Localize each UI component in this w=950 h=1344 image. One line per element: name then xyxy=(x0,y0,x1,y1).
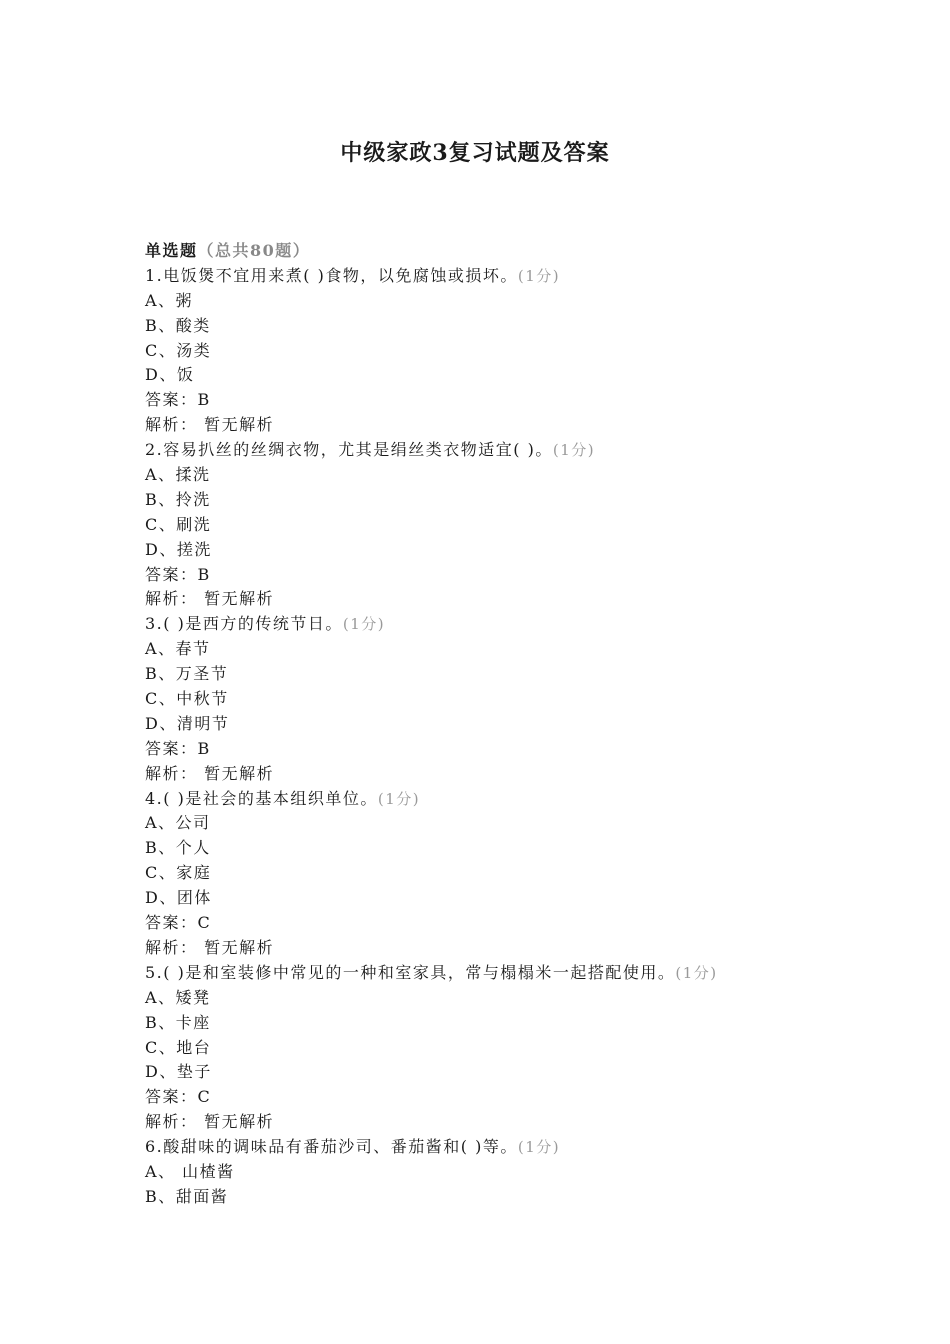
question-block xyxy=(145,612,865,786)
option-c: C、地台 xyxy=(145,1037,212,1057)
option-a: A、 山楂酱 xyxy=(145,1161,235,1181)
option-d: D、清明节 xyxy=(145,713,230,733)
question-stem-line xyxy=(145,438,865,463)
option-b: B、拎洗 xyxy=(145,489,211,509)
option-d: D、垫子 xyxy=(145,1062,212,1082)
question-score: (1分) xyxy=(517,266,561,285)
question-score: (1分) xyxy=(552,441,596,460)
option-c: C、刷洗 xyxy=(145,514,212,534)
option-d: D、团体 xyxy=(145,888,212,908)
option-a: A、揉洗 xyxy=(145,465,211,485)
section-heading: 单选题 xyxy=(145,241,198,260)
analysis-line: 解析： 暂无解析 xyxy=(145,763,275,783)
question-stem: 4.( )是社会的基本组织单位。 xyxy=(145,788,378,808)
question-stem: 5.( )是和室装修中常见的一种和室家具，常与榻榻米一起搭配使用。 xyxy=(145,962,676,982)
question-score: (1分) xyxy=(377,789,421,808)
question-score: (1分) xyxy=(675,963,718,982)
document-content xyxy=(145,239,865,1210)
question-stem-line xyxy=(145,1135,865,1160)
question-stem-line xyxy=(145,612,865,637)
option-c: C、家庭 xyxy=(145,863,212,883)
answer-line: 答案：C xyxy=(145,1087,212,1107)
question-stem: 1.电饭煲不宜用来煮( )食物，以免腐蚀或损坏。 xyxy=(145,265,518,285)
section-count-note: （总共80题） xyxy=(197,241,311,260)
section-header xyxy=(145,239,865,264)
question-block xyxy=(145,787,865,961)
option-b: B、甜面酱 xyxy=(145,1186,229,1206)
option-d: D、饭 xyxy=(145,365,195,385)
question-score: (1分) xyxy=(517,1138,561,1157)
analysis-line: 解析： 暂无解析 xyxy=(145,1112,275,1132)
option-b: B、卡座 xyxy=(145,1012,211,1032)
analysis-line: 解析： 暂无解析 xyxy=(145,589,275,609)
option-b: B、酸类 xyxy=(145,315,211,335)
answer-line: 答案：B xyxy=(145,738,211,758)
document-title: 中级家政3复习试题及答案 xyxy=(340,140,610,166)
answer-line: 答案：B xyxy=(145,390,211,410)
question-stem: 3.( )是西方的传统节日。 xyxy=(145,614,343,634)
question-stem: 6.酸甜味的调味品有番茄沙司、番茄酱和( )等。 xyxy=(145,1137,518,1157)
answer-line: 答案：B xyxy=(145,564,211,584)
option-d: D、搓洗 xyxy=(145,539,212,559)
analysis-line: 解析： 暂无解析 xyxy=(145,415,275,435)
question-stem-line xyxy=(145,264,865,289)
question-block xyxy=(145,1135,865,1210)
question-block xyxy=(145,264,865,438)
question-stem-line xyxy=(145,787,865,812)
option-a: A、春节 xyxy=(145,639,211,659)
answer-line: 答案：C xyxy=(145,913,212,933)
option-a: A、公司 xyxy=(145,813,211,833)
question-stem-line xyxy=(145,961,865,986)
question-stem: 2.容易扒丝的丝绸衣物，尤其是绢丝类衣物适宜( )。 xyxy=(145,440,553,460)
option-b: B、个人 xyxy=(145,838,211,858)
option-a: A、粥 xyxy=(145,290,194,310)
question-score: (1分) xyxy=(342,615,386,634)
option-c: C、中秋节 xyxy=(145,689,229,709)
option-b: B、万圣节 xyxy=(145,664,229,684)
analysis-line: 解析： 暂无解析 xyxy=(145,937,275,957)
option-a: A、矮凳 xyxy=(145,987,211,1007)
question-block xyxy=(145,438,865,612)
question-block xyxy=(145,961,865,1135)
option-c: C、汤类 xyxy=(145,340,212,360)
